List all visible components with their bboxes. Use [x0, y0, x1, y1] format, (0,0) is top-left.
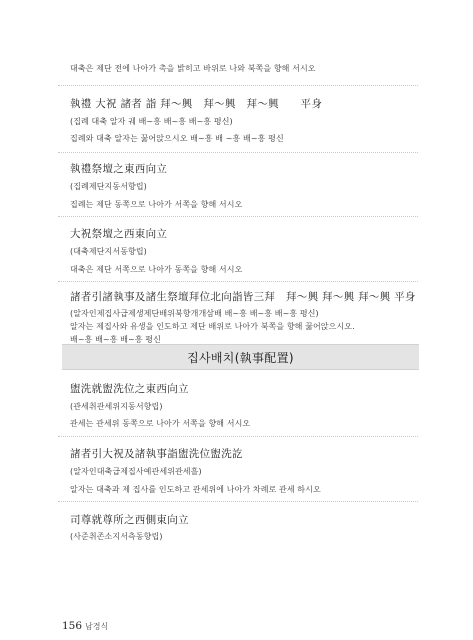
section-title: 집사배치(執事配置) — [187, 351, 294, 365]
divider — [58, 216, 418, 217]
reading-text: (대축제단지서동향립) — [70, 247, 147, 256]
ritual-heading: 執禮 大祝 諸者 詣 拜～興 拜～興 拜～興 平身 — [70, 98, 323, 110]
reading-text: (사준취존소지서측동향립) — [70, 532, 163, 541]
divider — [58, 281, 418, 282]
reading-text: (관세취관세위지동서향립) — [70, 402, 163, 411]
instruction-text: 관세는 관세위 동쪽으로 나아가 서쪽을 향해 서시오 — [70, 419, 251, 428]
reading-text: (알자인제집사급제생제단배위북향개개삼배 배~흥 배~흥 배~흥 평신) — [70, 309, 319, 318]
ritual-heading: 大祝祭壇之西東向立 — [70, 228, 168, 240]
instruction-text: 배~흥 배~흥 배~흥 평신 — [70, 335, 161, 344]
divider — [58, 436, 418, 437]
instruction-text: 알자는 제집사와 유생을 인도하고 제단 배위로 나아가 북쪽을 향해 꿇어앉으시오. — [70, 322, 355, 331]
reading-text: (알자인대축급제집사예관세위관세흘) — [70, 467, 202, 476]
ritual-heading: 執禮祭壇之東西向立 — [70, 163, 168, 175]
ritual-heading: 司尊就尊所之西側東向立 — [70, 514, 189, 526]
instruction-text: 집례는 제단 동쪽으로 나아가 서쪽을 향해 서시오 — [70, 200, 243, 209]
page-number: 156 — [62, 620, 83, 632]
divider — [58, 501, 418, 502]
instruction-text: 알자는 대축과 제 집사를 인도하고 관세위에 나아가 차례로 관세 하시오 — [70, 485, 321, 494]
instruction-text: 대축은 제단 전에 나아가 촉을 밝히고 바위로 나와 북쪽을 향해 서시오 — [70, 64, 316, 73]
reading-text: (집례 대축 알자 궤 배~흥 배~흥 배~흥 평신) — [70, 117, 233, 126]
section-header — [62, 344, 419, 370]
reading-text: (집례제단지동서향립) — [70, 182, 147, 191]
divider — [58, 152, 418, 153]
footer-title: 남경식 — [85, 622, 109, 631]
instruction-text: 대축은 제단 서쪽으로 나아가 동쪽을 향해 서시오 — [70, 265, 243, 274]
ritual-heading: 諸者引諸執事及諸生祭壇拜位北向詣皆三拜 拜～興 拜～興 拜～興 平身 — [70, 291, 416, 303]
ritual-heading: 諸者引大祝及諸執事詣盥洗位盥洗訖 — [70, 448, 243, 460]
divider — [58, 85, 418, 86]
ritual-heading: 盥洗就盥洗位之東西向立 — [70, 383, 189, 395]
page-footer — [62, 614, 108, 633]
instruction-text: 집례와 대축 알자는 꿇어앉으시오 배~흥 배 ~흥 배~흥 평신 — [70, 134, 284, 143]
